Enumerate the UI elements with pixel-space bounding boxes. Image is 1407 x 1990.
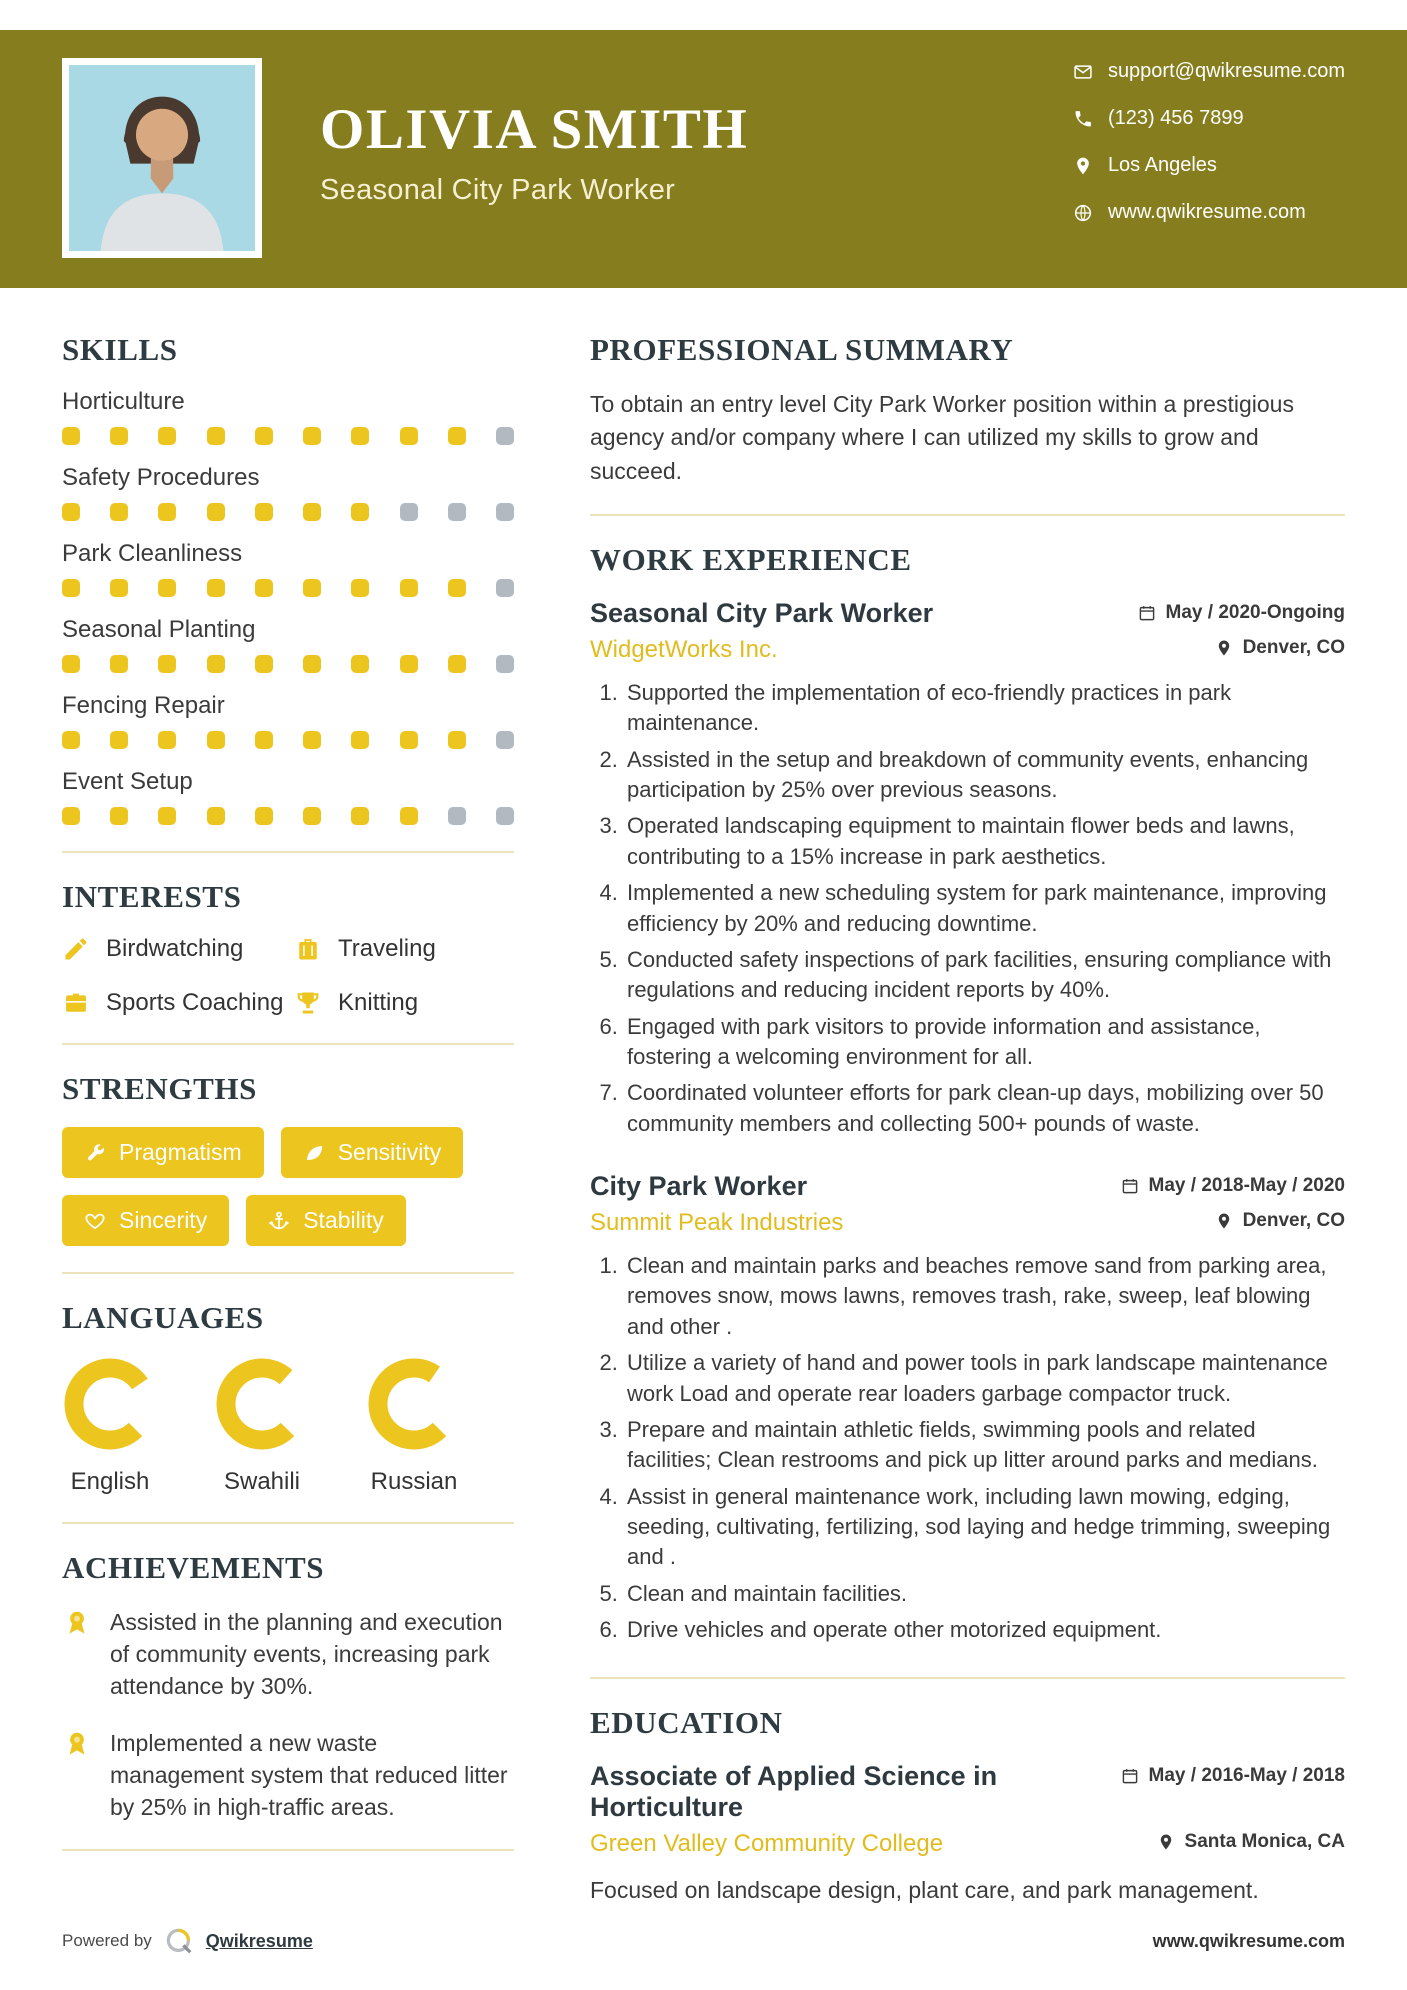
skill-dot: [400, 427, 418, 445]
job: [590, 598, 1345, 1139]
strength-label: Stability: [303, 1207, 384, 1233]
interests-section: [62, 879, 514, 1017]
skill-dot: [110, 807, 128, 825]
contact-item: [1073, 154, 1345, 177]
job-bullets: [590, 678, 1345, 1139]
skill-dot: [351, 731, 369, 749]
skill-dot: [255, 503, 273, 521]
wrench-icon: [84, 1142, 106, 1164]
strength-label: Sincerity: [119, 1207, 208, 1233]
summary-heading: PROFESSIONAL SUMMARY: [590, 332, 1014, 367]
job-bullet: 5. Clean and maintain facilities.: [624, 1579, 1345, 1609]
education-school: Green Valley Community College: [590, 1830, 944, 1858]
contact-list: [1073, 60, 1345, 224]
strengths-heading: STRENGTHS: [62, 1071, 257, 1106]
job-bullet: 4. Assist in general maintenance work, including lawn mowing, edging, seeding, cultivating, fertilizing, sod laying and hedge trimming, sweeping and .: [624, 1482, 1345, 1573]
identity-block: [320, 30, 748, 288]
education-location-text: Santa Monica, CA: [1184, 1831, 1345, 1853]
skill-dot: [400, 655, 418, 673]
strength-pill: [62, 1127, 264, 1178]
language-label: English: [70, 1468, 150, 1495]
achievements-list: [62, 1606, 514, 1823]
job-bullet: 2. Utilize a variety of hand and power tools in park landscape maintenance work Load and operate rear loaders garbage compactor truck.: [624, 1348, 1345, 1409]
interest-label: Sports Coaching: [106, 989, 284, 1016]
luggage-icon: [294, 935, 322, 963]
trophy-icon: [294, 989, 322, 1017]
education-heading: EDUCATION: [590, 1705, 783, 1741]
job-dates: [1138, 602, 1345, 624]
skills-section: [62, 332, 514, 825]
footer-site-link[interactable]: www.qwikresume.com: [1152, 1930, 1345, 1951]
strength-pill: [246, 1195, 406, 1246]
job-dates-text: May / 2018-May / 2020: [1148, 1175, 1345, 1197]
summary-text: To obtain an entry level City Park Worker position within a prestigious agency and/or company where I can utilized my skills to grow and succeed.: [590, 391, 1294, 484]
skill-dot: [448, 427, 466, 445]
skill-dot: [207, 427, 225, 445]
language-gauge: [366, 1356, 462, 1452]
jobs-list: [590, 598, 1345, 1645]
job: [590, 1171, 1345, 1645]
skill-dot: [496, 427, 514, 445]
skill-dot: [207, 503, 225, 521]
strength-pill: [62, 1195, 229, 1246]
skill-dot: [448, 579, 466, 597]
languages-heading: LANGUAGES: [62, 1300, 264, 1335]
brand-link[interactable]: Qwikresume: [205, 1930, 313, 1951]
skill-dot: [62, 503, 80, 521]
section-divider: [590, 1677, 1345, 1679]
interest-item: [294, 935, 514, 963]
skill-dot: [351, 579, 369, 597]
strength-label: Sensitivity: [337, 1139, 442, 1165]
job-bullet: 1. Supported the implementation of eco-friendly practices in park maintenance.: [624, 678, 1345, 739]
languages-section: [62, 1300, 514, 1496]
skill-dot: [158, 503, 176, 521]
skill-dot: [400, 579, 418, 597]
skill-dot: [351, 427, 369, 445]
skill-dot: [448, 731, 466, 749]
skill-dot: [110, 731, 128, 749]
contact-text: support@qwikresume.com: [1107, 60, 1345, 82]
powered-by: [62, 1926, 313, 1956]
education-section: [590, 1705, 1345, 1906]
strength-label: Pragmatism: [119, 1139, 242, 1165]
language-item: [366, 1356, 462, 1496]
skill-dot: [110, 655, 128, 673]
skill-item: [62, 768, 514, 825]
job-bullet: 6. Engaged with park visitors to provide information and assistance, fostering a welcoming environment for all.: [624, 1012, 1345, 1073]
education-note: Focused on landscape design, plant care, and park management.: [590, 1877, 1259, 1904]
interest-item: [62, 989, 294, 1017]
strengths-section: [62, 1071, 514, 1246]
right-column: [590, 332, 1345, 1926]
skills-heading: SKILLS: [62, 332, 178, 367]
skill-rating: [62, 579, 514, 597]
skill-dot: [207, 655, 225, 673]
skill-dot: [158, 731, 176, 749]
skill-rating: [62, 807, 514, 825]
interests-heading: INTERESTS: [62, 879, 242, 914]
interest-label: Knitting: [338, 989, 419, 1016]
strength-pill: [281, 1127, 464, 1178]
powered-by-label: Powered by: [62, 1931, 152, 1950]
skill-dot: [62, 655, 80, 673]
job-company: WidgetWorks Inc.: [590, 636, 778, 664]
skill-dot: [448, 655, 466, 673]
globe-icon: [1073, 203, 1093, 223]
experience-heading: WORK EXPERIENCE: [590, 542, 912, 578]
education-dates-text: May / 2016-May / 2018: [1148, 1765, 1345, 1787]
skill-dot: [110, 503, 128, 521]
language-label: Swahili: [223, 1468, 301, 1495]
language-label: Russian: [370, 1468, 458, 1495]
job-location: [1215, 1210, 1345, 1232]
skill-label: Horticulture: [62, 388, 185, 415]
job-dates-text: May / 2020-Ongoing: [1165, 602, 1345, 624]
achievement-item: [62, 1606, 514, 1703]
skill-rating: [62, 731, 514, 749]
pencil-icon: [62, 935, 90, 963]
skill-dot: [448, 807, 466, 825]
skill-dot: [255, 807, 273, 825]
skill-dot: [351, 503, 369, 521]
skill-dot: [255, 579, 273, 597]
skill-dot: [62, 427, 80, 445]
section-divider: [590, 514, 1345, 516]
qwikresume-logo-icon: [164, 1926, 194, 1956]
job-company: Summit Peak Industries: [590, 1209, 844, 1237]
skill-dot: [496, 731, 514, 749]
skill-dot: [255, 655, 273, 673]
skill-dot: [303, 655, 321, 673]
section-divider: [62, 1272, 514, 1274]
footer: [0, 1926, 1407, 1990]
contact-text: (123) 456 7899: [1107, 107, 1244, 129]
job-bullet: 1. Clean and maintain parks and beaches remove sand from parking area, removes snow, mows lawns, removes trash, rake, sweep, leaf blowing and other .: [624, 1251, 1345, 1342]
skill-dot: [62, 807, 80, 825]
job-bullet: 2. Assisted in the setup and breakdown of community events, enhancing participation by 25% over previous seasons.: [624, 745, 1345, 806]
contact-text: www.qwikresume.com: [1107, 201, 1306, 223]
contact-item[interactable]: [1073, 201, 1345, 224]
summary-section: [590, 332, 1345, 488]
experience-section: [590, 542, 1345, 1645]
job-location: [1215, 637, 1345, 659]
section-divider: [62, 851, 514, 853]
skill-dot: [110, 427, 128, 445]
anchor-icon: [268, 1210, 290, 1232]
achievements-section: [62, 1550, 514, 1823]
skill-dot: [351, 655, 369, 673]
skill-item: [62, 464, 514, 521]
job-bullet: 5. Conducted safety inspections of park facilities, ensuring compliance with regulations and reducing incident reports by 40%.: [624, 945, 1345, 1006]
section-divider: [62, 1522, 514, 1524]
skill-label: Event Setup: [62, 768, 193, 795]
email-icon: [1073, 62, 1093, 82]
calendar-icon: [1121, 1767, 1139, 1785]
interest-item: [294, 989, 514, 1017]
skill-dot: [496, 579, 514, 597]
skill-dot: [400, 807, 418, 825]
pin-icon: [1215, 639, 1233, 657]
achievements-heading: ACHIEVEMENTS: [62, 1550, 325, 1585]
skill-dot: [207, 731, 225, 749]
contact-text: Los Angeles: [1107, 154, 1217, 176]
achievement-text: Implemented a new waste management system that reduced litter by 25% in high-traffic areas.: [110, 1729, 508, 1820]
education-dates: [1121, 1765, 1345, 1787]
skill-dot: [158, 807, 176, 825]
job-bullets: [590, 1251, 1345, 1645]
skills-list: [62, 388, 514, 825]
calendar-icon: [1121, 1177, 1139, 1195]
pin-icon: [1215, 1212, 1233, 1230]
job-bullet: 6. Drive vehicles and operate other motorized equipment.: [624, 1615, 1345, 1645]
skill-rating: [62, 427, 514, 445]
skill-dot: [62, 731, 80, 749]
languages-list: [62, 1356, 514, 1496]
skill-dot: [158, 427, 176, 445]
award-icon: [62, 1729, 92, 1759]
skill-dot: [351, 807, 369, 825]
person-name: OLIVIA SMITH: [320, 98, 749, 161]
job-bullet: 7. Coordinated volunteer efforts for park clean-up days, mobilizing over 50 community members and collecting 500+ pounds of waste.: [624, 1078, 1345, 1139]
skill-label: Seasonal Planting: [62, 616, 256, 643]
location-icon: [1073, 156, 1093, 176]
skill-dot: [400, 503, 418, 521]
profile-photo-image: [69, 65, 255, 251]
skill-label: Safety Procedures: [62, 464, 260, 491]
briefcase-icon: [62, 989, 90, 1017]
skill-dot: [303, 503, 321, 521]
job-bullet: 3. Operated landscaping equipment to maintain flower beds and lawns, contributing to a 15% increase in park aesthetics.: [624, 811, 1345, 872]
leaf-icon: [303, 1142, 325, 1164]
language-gauge: [62, 1356, 158, 1452]
job-title: Seasonal City Park Worker: [590, 598, 934, 629]
pin-icon: [1157, 1833, 1175, 1851]
left-column: [62, 332, 514, 1926]
skill-dot: [207, 579, 225, 597]
skill-rating: [62, 655, 514, 673]
skill-item: [62, 616, 514, 673]
skill-dot: [303, 427, 321, 445]
interest-label: Birdwatching: [106, 935, 244, 962]
calendar-icon: [1138, 604, 1156, 622]
language-gauge: [214, 1356, 310, 1452]
heart-icon: [84, 1210, 106, 1232]
skill-dot: [62, 579, 80, 597]
education-location: [1157, 1831, 1345, 1853]
job-dates: [1121, 1175, 1345, 1197]
skill-dot: [110, 579, 128, 597]
skill-dot: [448, 503, 466, 521]
person-job-title: Seasonal City Park Worker: [320, 173, 676, 206]
contact-item[interactable]: [1073, 60, 1345, 83]
skill-dot: [303, 731, 321, 749]
skill-dot: [158, 579, 176, 597]
job-location-text: Denver, CO: [1242, 1210, 1345, 1232]
skill-item: [62, 388, 514, 445]
skill-rating: [62, 503, 514, 521]
job-location-text: Denver, CO: [1242, 637, 1345, 659]
skill-item: [62, 540, 514, 597]
interest-label: Traveling: [338, 935, 436, 962]
achievement-text: Assisted in the planning and execution of community events, increasing park attendance by 30%.: [110, 1609, 503, 1700]
skill-dot: [303, 579, 321, 597]
contact-item: [1073, 107, 1345, 130]
skill-dot: [207, 807, 225, 825]
skill-dot: [400, 731, 418, 749]
section-divider: [62, 1849, 514, 1851]
content-area: [0, 288, 1407, 1926]
header: [0, 30, 1407, 288]
skill-dot: [255, 427, 273, 445]
strengths-list: [62, 1127, 514, 1246]
achievement-item: [62, 1727, 514, 1824]
profile-photo: [62, 58, 262, 258]
skill-dot: [496, 655, 514, 673]
language-item: [62, 1356, 158, 1496]
job-bullet: 3. Prepare and maintain athletic fields, swimming pools and related facilities; Clean restrooms and pick up litter around parks and medians.: [624, 1415, 1345, 1476]
skill-dot: [158, 655, 176, 673]
section-divider: [62, 1043, 514, 1045]
language-item: [214, 1356, 310, 1496]
phone-icon: [1073, 109, 1093, 129]
degree-title: Associate of Applied Science in Horticulture: [590, 1761, 998, 1823]
interests-list: [62, 935, 514, 1017]
skill-item: [62, 692, 514, 749]
skill-dot: [303, 807, 321, 825]
skill-dot: [496, 503, 514, 521]
skill-label: Fencing Repair: [62, 692, 225, 719]
award-icon: [62, 1608, 92, 1638]
job-title: City Park Worker: [590, 1171, 808, 1202]
job-bullet: 4. Implemented a new scheduling system for park maintenance, improving efficiency by 20% and reducing downtime.: [624, 878, 1345, 939]
skill-dot: [496, 807, 514, 825]
skill-label: Park Cleanliness: [62, 540, 243, 567]
interest-item: [62, 935, 294, 963]
skill-dot: [255, 731, 273, 749]
